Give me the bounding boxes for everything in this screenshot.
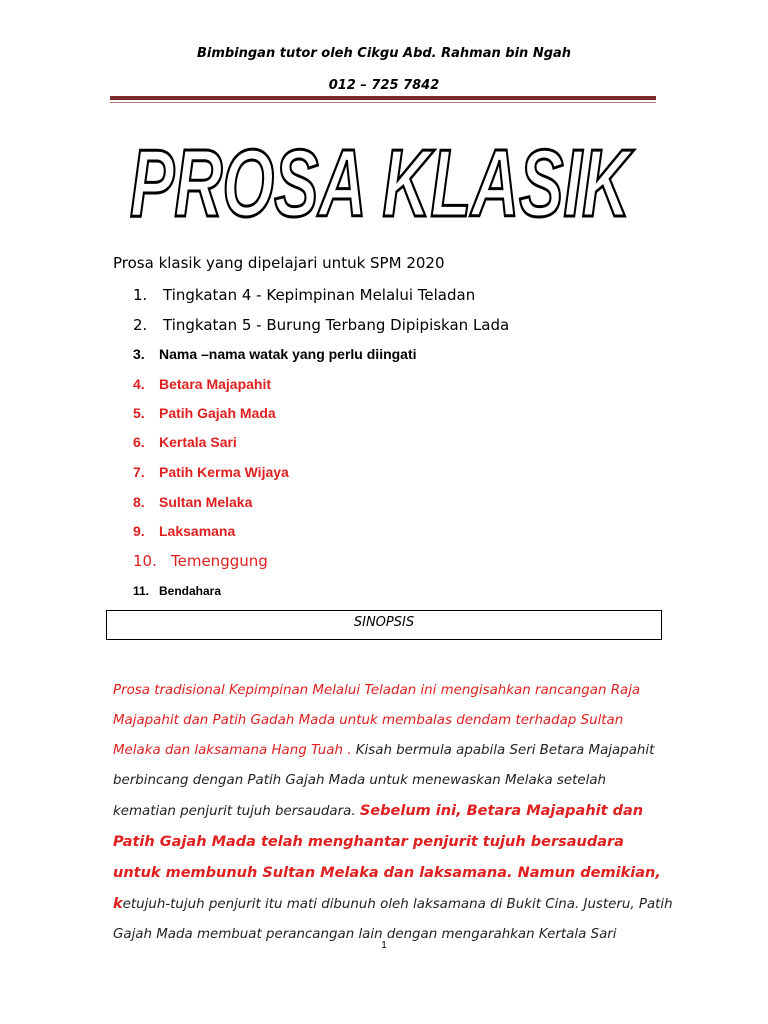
synopsis-heading-box xyxy=(106,610,662,640)
list-item: 8. Sultan Melaka xyxy=(133,494,253,510)
synopsis-text-plain-2: etujuh-tujuh penjurit itu mati dibunuh oleh laksamana di Bukit Cina. Justeru, Patih Gajah Mada membuat perancangan lain dengan mengarahkan Kertala Sari xyxy=(113,897,673,942)
title-wordart xyxy=(110,130,650,230)
list-item: 5. Patih Gajah Mada xyxy=(133,405,276,421)
header-rule-thick xyxy=(110,96,656,100)
intro-text: Prosa klasik yang dipelajari untuk SPM 2020 xyxy=(113,254,445,272)
list-item: 10. Temenggung xyxy=(133,552,268,570)
page-title: PROSA KLASIK xyxy=(130,130,635,230)
page-number: 1 xyxy=(381,940,387,951)
synopsis-text-red: Prosa tradisional Kepimpinan Melalui Teladan ini mengisahkan rancangan Raja Majapahit dan Patih Gadah Mada untuk membalas dendam terhadap Sultan Melaka dan laksamana Hang Tuah . xyxy=(113,683,641,758)
list-item: 11. Bendahara xyxy=(133,584,222,598)
header-rule-thin xyxy=(110,102,656,103)
list-item: 9. Laksamana xyxy=(133,523,236,539)
list-item: 6. Kertala Sari xyxy=(133,434,237,450)
synopsis-heading: SINOPSIS xyxy=(353,615,415,630)
list-item: 2. Tingkatan 5 - Burung Terbang Dipipiskan Lada xyxy=(133,316,510,334)
synopsis-paragraph xyxy=(113,676,673,950)
list-item: 3. Nama –nama watak yang perlu diingati xyxy=(133,346,417,362)
synopsis-text-bold-red: Sebelum ini, Betara Majapahit dan Patih Gajah Mada telah menghantar penjurit tujuh bersaudara untuk membunuh Sultan Melaka dan laksamana. Namun demikian, k xyxy=(113,803,661,912)
synopsis-text-plain: Kisah bermula apabila Seri Betara Majapahit berbincang dengan Patih Gajah Mada untuk menewaskan Melaka setelah kematian penjurit tujuh bersaudara. xyxy=(113,743,655,819)
header-tutor: Bimbingan tutor oleh Cikgu Abd. Rahman bin Ngah xyxy=(196,46,572,61)
list-item: 7. Patih Kerma Wijaya xyxy=(133,464,289,480)
header-phone: 012 – 725 7842 xyxy=(328,78,440,93)
list-item: 1. Tingkatan 4 - Kepimpinan Melalui Teladan xyxy=(133,286,476,304)
list-item: 4. Betara Majapahit xyxy=(133,376,272,392)
